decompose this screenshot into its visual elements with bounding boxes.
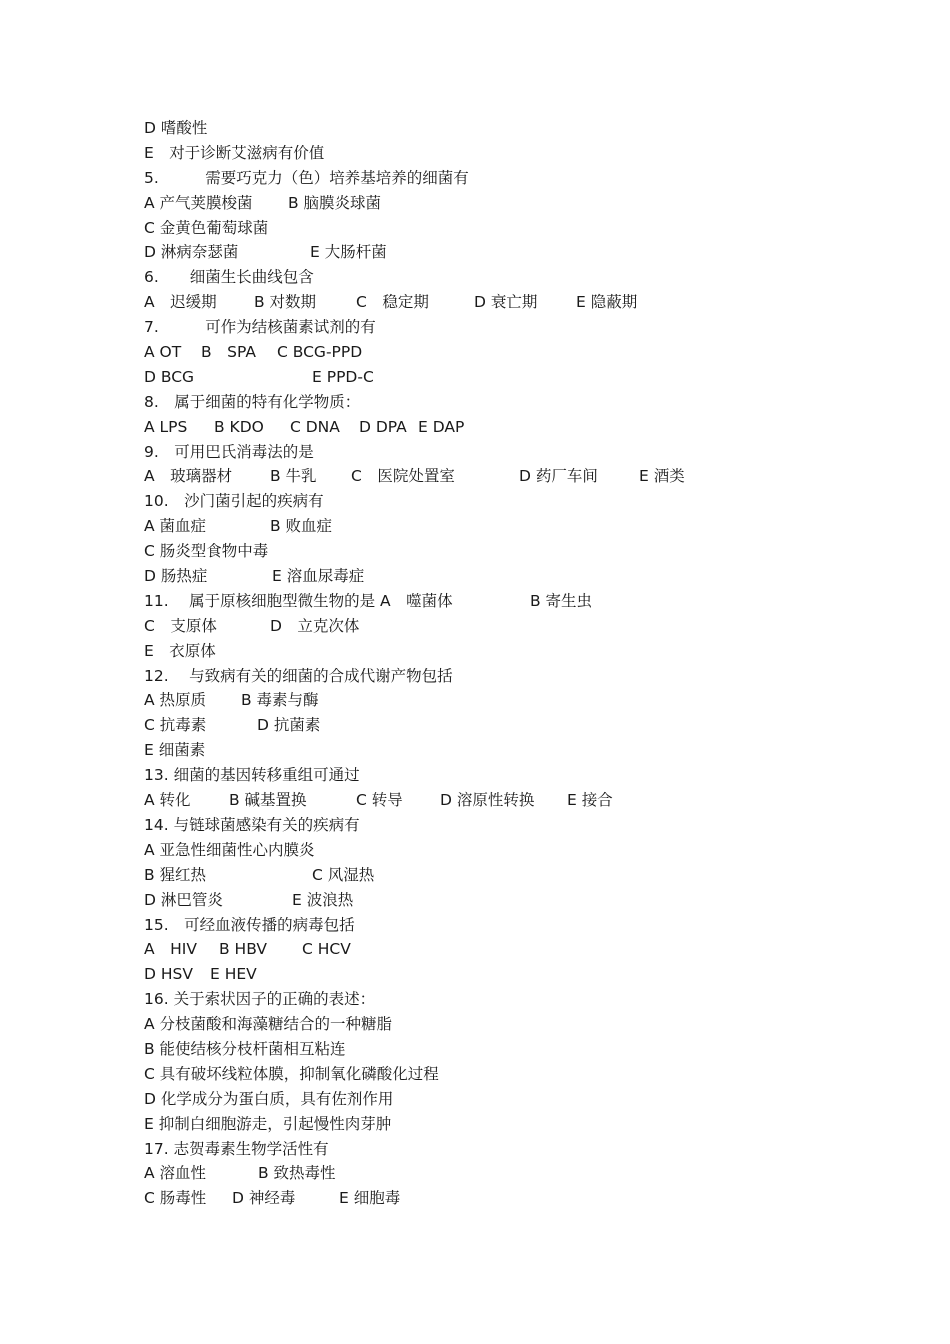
- text-line: [144, 639, 904, 664]
- option-text: D 立克次体: [270, 616, 360, 635]
- line-text: A 玻璃器材: [144, 467, 233, 486]
- option-text: B 碱基置换: [229, 791, 307, 810]
- option-text: E 细胞毒: [339, 1189, 401, 1208]
- text-line: [144, 664, 904, 689]
- line-text: A 热原质: [144, 691, 207, 710]
- option-text: E 酒类: [639, 467, 685, 486]
- option-text: C HCV: [302, 940, 351, 959]
- option-text: B 败血症: [270, 517, 333, 536]
- line-text: C 抗毒素: [144, 716, 207, 735]
- option-text: E HEV: [210, 965, 257, 984]
- option-text: D 神经毒: [232, 1189, 296, 1208]
- text-line: [144, 1012, 904, 1037]
- text-line: [144, 415, 904, 440]
- line-text: C 支原体: [144, 616, 217, 635]
- line-text: 7. 可作为结核菌素试剂的有: [144, 318, 376, 337]
- option-text: B 致热毒性: [258, 1164, 336, 1183]
- text-line: [144, 464, 904, 489]
- line-text: C 金黄色葡萄球菌: [144, 218, 269, 237]
- option-text: E PPD-C: [312, 367, 374, 386]
- line-text: A 菌血症: [144, 517, 207, 536]
- text-line: [144, 440, 904, 465]
- text-line: [144, 1161, 904, 1186]
- line-text: A OT: [144, 343, 182, 362]
- text-line: [144, 265, 904, 290]
- option-text: E 大肠杆菌: [310, 243, 387, 262]
- text-line: [144, 564, 904, 589]
- line-text: C 肠炎型食物中毒: [144, 542, 269, 561]
- line-text: A 产气荚膜梭菌: [144, 193, 253, 212]
- text-line: [144, 290, 904, 315]
- text-line: [144, 216, 904, 241]
- text-line: [144, 1137, 904, 1162]
- text-line: [144, 166, 904, 191]
- option-text: C 转导: [356, 791, 403, 810]
- text-line: [144, 191, 904, 216]
- text-line: [144, 315, 904, 340]
- line-text: A LPS: [144, 417, 188, 436]
- line-text: A 迟缓期: [144, 293, 217, 312]
- option-text: C DNA: [290, 417, 340, 436]
- option-text: B KDO: [214, 417, 264, 436]
- text-line: [144, 116, 904, 141]
- text-line: [144, 763, 904, 788]
- text-line: [144, 838, 904, 863]
- option-text: D 溶原性转换: [440, 791, 535, 810]
- option-text: D 抗菌素: [257, 716, 321, 735]
- option-text: B SPA: [201, 343, 256, 362]
- text-line: [144, 1186, 904, 1211]
- line-text: 8. 属于细菌的特有化学物质：: [144, 392, 361, 411]
- option-text: C 稳定期: [356, 293, 429, 312]
- line-text: C 具有破坏线粒体膜，抑制氧化磷酸化过程: [144, 1064, 439, 1083]
- option-text: E 波浪热: [292, 890, 354, 909]
- option-text: B 毒素与酶: [241, 691, 319, 710]
- line-text: 10. 沙门菌引起的疾病有: [144, 492, 324, 511]
- line-text: D 化学成分为蛋白质，具有佐剂作用: [144, 1089, 394, 1108]
- text-line: [144, 240, 904, 265]
- line-text: 15. 可经血液传播的病毒包括: [144, 915, 355, 934]
- line-text: D 淋巴管炎: [144, 890, 223, 909]
- line-text: D 淋病奈瑟菌: [144, 243, 239, 262]
- text-line: [144, 688, 904, 713]
- line-text: D 嗜酸性: [144, 119, 208, 137]
- text-line: [144, 1037, 904, 1062]
- text-line: [144, 1112, 904, 1137]
- text-line: [144, 888, 904, 913]
- line-text: 11. 属于原核细胞型微生物的是 A 噬菌体: [144, 591, 453, 610]
- text-line: [144, 913, 904, 938]
- option-text: B 寄生虫: [530, 591, 593, 610]
- text-line: [144, 539, 904, 564]
- line-text: D BCG: [144, 367, 195, 386]
- line-text: D 肠热症: [144, 567, 208, 586]
- line-text: A 亚急性细菌性心内膜炎: [144, 840, 315, 859]
- option-text: E 溶血尿毒症: [272, 567, 365, 586]
- option-text: D DPA: [359, 417, 407, 436]
- line-text: B 猩红热: [144, 865, 207, 884]
- option-text: D 药厂车间: [519, 467, 598, 486]
- line-text: 12. 与致病有关的细菌的合成代谢产物包括: [144, 666, 453, 685]
- text-line: [144, 1062, 904, 1087]
- text-line: [144, 390, 904, 415]
- line-text: 13. 细菌的基因转移重组可通过: [144, 766, 360, 785]
- text-line: [144, 340, 904, 365]
- line-text: 16. 关于索状因子的正确的表述：: [144, 990, 376, 1009]
- text-line: [144, 987, 904, 1012]
- option-text: E 隐蔽期: [576, 293, 638, 312]
- option-text: C 医院处置室: [351, 467, 455, 486]
- line-text: A HIV: [144, 940, 197, 959]
- line-text: B 能使结核分枝杆菌相互粘连: [144, 1039, 346, 1058]
- text-line: [144, 141, 904, 166]
- text-line: [144, 614, 904, 639]
- text-line: [144, 738, 904, 763]
- line-text: 6. 细菌生长曲线包含: [144, 268, 314, 287]
- text-line: [144, 788, 904, 813]
- text-line: [144, 489, 904, 514]
- text-line: [144, 1087, 904, 1112]
- line-text: 17. 志贺毒素生物学活性有: [144, 1139, 329, 1158]
- line-text: 5. 需要巧克力（色）培养基培养的细菌有: [144, 168, 469, 187]
- line-text: A 分枝菌酸和海藻糖结合的一种糖脂: [144, 1015, 393, 1034]
- option-text: B 牛乳: [270, 467, 317, 486]
- text-line: [144, 589, 904, 614]
- line-text: E 抑制白细胞游走，引起慢性肉芽肿: [144, 1114, 392, 1133]
- line-text: E 衣原体: [144, 641, 216, 660]
- option-text: E DAP: [418, 417, 465, 436]
- line-text: C 肠毒性: [144, 1189, 207, 1208]
- option-text: B 对数期: [254, 293, 317, 312]
- text-line: [144, 514, 904, 539]
- option-text: C BCG-PPD: [277, 343, 363, 362]
- text-line: [144, 863, 904, 888]
- line-text: A 转化: [144, 791, 191, 810]
- line-text: 9. 可用巴氏消毒法的是: [144, 442, 314, 461]
- text-line: [144, 713, 904, 738]
- line-text: A 溶血性: [144, 1164, 207, 1183]
- line-text: E 细菌素: [144, 741, 206, 760]
- line-text: E 对于诊断艾滋病有价值: [144, 143, 325, 162]
- option-text: D 衰亡期: [474, 293, 538, 312]
- line-text: D HSV: [144, 965, 193, 984]
- text-line: [144, 962, 904, 987]
- option-text: B HBV: [219, 940, 267, 959]
- line-text: 14. 与链球菌感染有关的疾病有: [144, 815, 360, 834]
- question-list: [144, 116, 904, 1211]
- option-text: C 风湿热: [312, 865, 375, 884]
- text-line: [144, 937, 904, 962]
- text-line: [144, 813, 904, 838]
- text-line: [144, 365, 904, 390]
- option-text: B 脑膜炎球菌: [288, 193, 382, 212]
- option-text: E 接合: [567, 791, 613, 810]
